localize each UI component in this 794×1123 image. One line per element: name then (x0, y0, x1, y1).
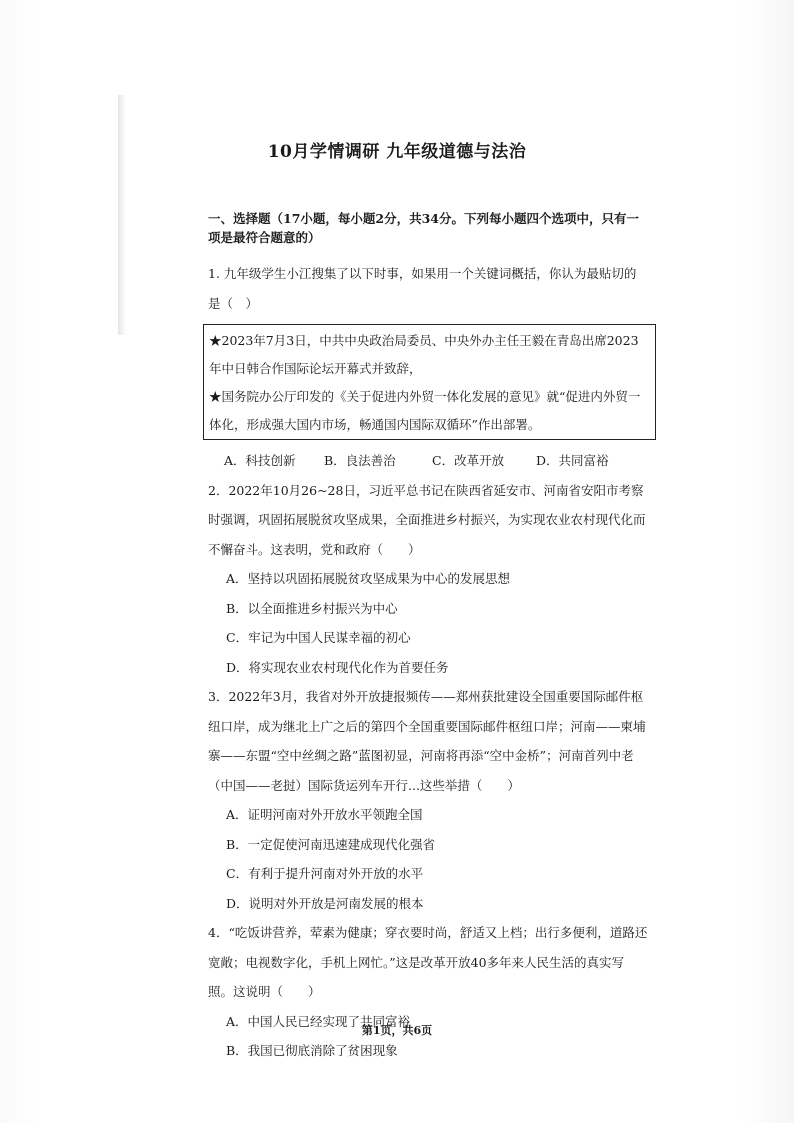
question-stem: 1. 九年级学生小江搜集了以下时事，如果用一个关键词概括，你认为最贴切的是（ ） (208, 266, 637, 311)
page-footer: 第1页，共6页 (361, 1024, 433, 1037)
option-d: D．共同富裕 (536, 453, 609, 468)
option-c: C．有利于提升河南对外开放的水平 (226, 866, 424, 881)
option-b: B．以全面推进乡村振兴为中心 (226, 600, 398, 616)
question-3 (208, 682, 648, 918)
question-2 (208, 476, 648, 683)
option-a: A．科技创新 (224, 453, 296, 468)
news-item: ★2023年7月3日，中共中央政治局委员、中央外办主任王毅在青岛出席2023年中日韩合作国际论坛开幕式并致辞， (209, 333, 639, 376)
section-heading: 一、选择题（17小题，每小题2分，共34分。下列每小题四个选项中，只有一项是最符合题意的） (208, 211, 639, 245)
question-1 (208, 259, 648, 476)
news-item: ★国务院办公厅印发的《关于促进内外贸一体化发展的意见》就“促进内外贸一体化，形成强大国内市场，畅通国内国际双循环”作出部署。 (209, 389, 641, 432)
option-d: D．将实现农业农村现代化作为首要任务 (226, 659, 449, 675)
question-stem: 3．2022年3月，我省对外开放捷报频传——郑州获批建设全国重要国际邮件枢纽口岸，成为继北上广之后的第四个全国重要国际邮件枢纽口岸；河南——柬埔寨——东盟“空中丝绸之路”蓝图初显，河南将再添“空中金桥”；河南首列中老（中国——老挝）国际货运列车开行...这些举措（ ） (208, 689, 646, 793)
option-a: A．证明河南对外开放水平领跑全国 (226, 807, 423, 822)
page-title: 10月学情调研 九年级道德与法治 (267, 142, 527, 162)
question-stem: 2．2022年10月26~28日，习近平总书记在陕西省延安市、河南省安阳市考察时强调，巩固拓展脱贫攻坚成果，全面推进乡村振兴，为实现农业农村现代化而不懈奋斗。这表明，党和政府（ ） (208, 482, 646, 557)
option-c: C．改革开放 (432, 453, 505, 468)
option-b: B．良法善治 (324, 453, 396, 468)
news-box (203, 324, 656, 440)
option-b: B．一定促使河南迅速建成现代化强省 (226, 836, 436, 852)
option-a: A．中国人民已经实现了共同富裕 (226, 1013, 411, 1029)
scan-shadow (118, 95, 126, 335)
option-c: C．牢记为中国人民谋幸福的初心 (226, 630, 411, 645)
exam-content (208, 209, 648, 1066)
options-row (208, 446, 648, 476)
option-b: B．我国已彻底消除了贫困现象 (226, 1043, 398, 1058)
question-stem: 4．“吃饭讲营养，荤素为健康；穿衣要时尚，舒适又上档；出行多便利，道路还宽敞；电视数字化，手机上网忙。”这是改革开放40多年来人民生活的真实写照。这说明（ ） (208, 925, 648, 999)
option-d: D．说明对外开放是河南发展的根本 (226, 895, 424, 911)
option-a: A．坚持以巩固拓展脱贫攻坚成果为中心的发展思想 (226, 571, 511, 586)
question-4 (208, 918, 648, 1066)
